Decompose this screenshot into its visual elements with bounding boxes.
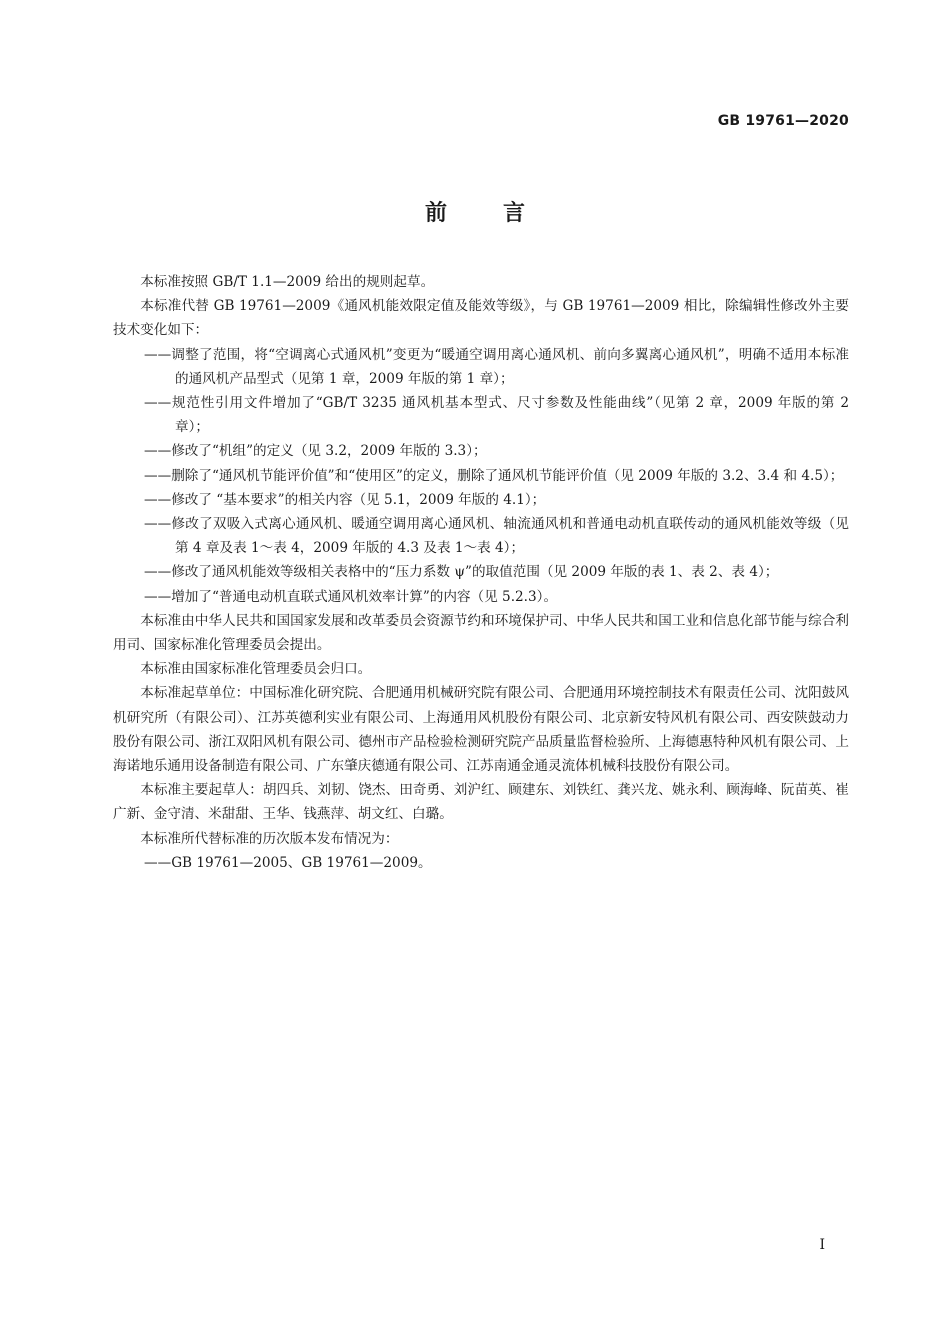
- change-item: ——修改了双吸入式离心通风机、暖通空调用离心通风机、轴流通风机和普通电动机直联传动的通风机能效等级（见第 4 章及表 1～表 4，2009 年版的 4.3 及表 1～表 4）；: [144, 516, 849, 557]
- paragraph: 本标准所代替标准的历次版本发布情况为：: [140, 830, 399, 847]
- paragraph: 本标准由国家标准化管理委员会归口。: [140, 661, 372, 678]
- history-item: ——GB 19761—2005、GB 19761—2009。: [144, 854, 432, 871]
- change-item: ——规范性引用文件增加了“GB/T 3235 通风机基本型式、尺寸参数及性能曲线”（见第 2 章，2009 年版的第 2 章）；: [144, 395, 849, 436]
- change-item: ——删除了“通风机节能评价值”和“使用区”的定义，删除了通风机节能评价值（见 2009 年版的 3.2、3.4 和 4.5）；: [144, 467, 844, 484]
- change-item: ——修改了通风机能效等级相关表格中的“压力系数 ψ”的取值范围（见 2009 年版的表 1、表 2、表 4）；: [144, 564, 779, 581]
- change-item: ——增加了“普通电动机直联式通风机效率计算”的内容（见 5.2.3）。: [144, 588, 558, 605]
- page-number: I: [819, 1237, 825, 1253]
- standard-number: GB 19761—2020: [717, 113, 849, 129]
- foreword-body: [113, 270, 849, 875]
- paragraph: 本标准起草单位：中国标准化研究院、合肥通用机械研究院有限公司、合肥通用环境控制技术有限责任公司、沈阳鼓风机研究所（有限公司）、江苏英德利实业有限公司、上海通用风机股份有限公司、北京新安特风机有限公司、西安陕鼓动力股份有限公司、浙江双阳风机有限公司、德州市产品检验检测研究院产品质量监督检验所、上海德惠特种风机有限公司、上海诺地乐通用设备制造有限公司、广东肇庆德通有限公司、江苏南通金通灵流体机械科技股份有限公司。: [113, 685, 849, 775]
- paragraph: 本标准主要起草人：胡四兵、刘韧、饶杰、田奇勇、刘沪红、顾建东、刘铁红、龚兴龙、姚永利、顾海峰、阮苗英、崔广新、金守清、米甜甜、王华、钱燕萍、胡文红、白璐。: [113, 782, 849, 823]
- change-item: ——修改了 “基本要求”的相关内容（见 5.1，2009 年版的 4.1）；: [144, 491, 546, 508]
- paragraph: 本标准由中华人民共和国国家发展和改革委员会资源节约和环境保护司、中华人民共和国工业和信息化部节能与综合利用司、国家标准化管理委员会提出。: [113, 612, 849, 654]
- page-title: 前言: [424, 201, 581, 226]
- paragraph: 本标准代替 GB 19761—2009《通风机能效限定值及能效等级》，与 GB 19761—2009 相比，除编辑性修改外主要技术变化如下：: [113, 298, 849, 339]
- paragraph: 本标准按照 GB/T 1.1—2009 给出的规则起草。: [140, 274, 435, 290]
- change-item: ——修改了“机组”的定义（见 3.2，2009 年版的 3.3）；: [144, 443, 487, 460]
- change-item: ——调整了范围，将“空调离心式通风机”变更为“暖通空调用离心通风机、前向多翼离心通风机”，明确不适用本标准的通风机产品型式（见第 1 章，2009 年版的第 1 章）；: [144, 346, 849, 387]
